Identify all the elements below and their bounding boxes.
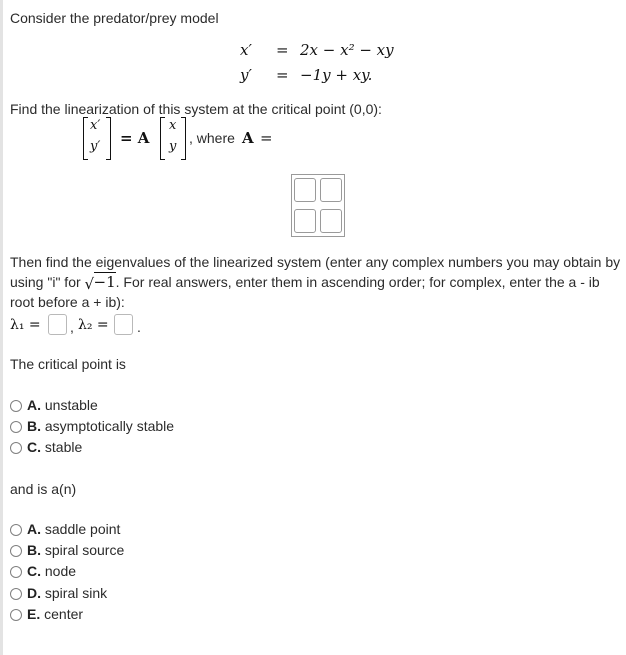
lambda1-label: λ₁ = xyxy=(10,317,41,333)
option-letter: A. xyxy=(27,521,41,537)
right-vector-bracket-close xyxy=(181,117,186,160)
option-letter: B. xyxy=(27,418,41,434)
option-label: node xyxy=(41,563,77,579)
option-saddle-point[interactable] xyxy=(27,520,120,538)
radio-asymptotically-stable[interactable] xyxy=(10,421,22,433)
option-unstable[interactable] xyxy=(27,396,98,414)
equals-A: = A xyxy=(120,129,150,147)
option-label: stable xyxy=(41,439,83,455)
option-center[interactable] xyxy=(27,605,83,623)
type-prompt: and is a(n) xyxy=(10,481,77,497)
radio-spiral-source[interactable] xyxy=(10,545,22,557)
rhs-1: 2x − x² − xy xyxy=(300,41,394,59)
where-text: , where xyxy=(189,130,235,146)
left-border xyxy=(0,0,3,655)
option-letter: C. xyxy=(27,563,41,579)
intro-text: Consider the predator/prey model xyxy=(10,10,219,26)
vector-x: x xyxy=(169,118,177,133)
option-label: unstable xyxy=(41,397,98,413)
option-node[interactable] xyxy=(27,562,76,580)
matrix-a21-input[interactable] xyxy=(294,209,316,233)
option-letter: E. xyxy=(27,606,41,622)
option-label: center xyxy=(40,606,84,622)
eigen-prompt-line2 xyxy=(10,272,600,292)
A-equals: = xyxy=(260,129,273,147)
option-letter: B. xyxy=(27,542,41,558)
linearization-prompt: Find the linearization of this system at the critical point (0,0): xyxy=(10,101,382,117)
radio-center[interactable] xyxy=(10,609,22,621)
radio-stable[interactable] xyxy=(10,442,22,454)
lambda2-input[interactable] xyxy=(114,314,133,335)
radio-unstable[interactable] xyxy=(10,400,22,412)
vector-x-prime: x′ xyxy=(90,118,101,133)
matrix-a11-input[interactable] xyxy=(294,178,316,202)
lambda2-label: λ₂ = xyxy=(78,317,109,333)
sqrt-sign: √ xyxy=(84,275,95,293)
vector-y-prime: y′ xyxy=(90,139,101,154)
critical-prompt: The critical point is xyxy=(10,356,126,372)
rhs-2: −1y + xy. xyxy=(300,66,373,84)
radio-spiral-sink[interactable] xyxy=(10,588,22,600)
option-letter: D. xyxy=(27,585,41,601)
left-vector-bracket-open xyxy=(83,117,88,160)
matrix-a22-input[interactable] xyxy=(320,209,342,233)
lambda-separator: , xyxy=(70,319,74,335)
option-label: spiral source xyxy=(41,542,125,558)
A-label: A xyxy=(242,129,254,147)
option-spiral-source[interactable] xyxy=(27,541,124,559)
option-label: spiral sink xyxy=(41,585,108,601)
matrix-a12-input[interactable] xyxy=(320,178,342,202)
lhs-y-prime: y′ xyxy=(240,66,252,84)
eq-sign-2: = xyxy=(276,66,289,84)
left-vector-bracket-close xyxy=(106,117,111,160)
option-label: saddle point xyxy=(41,521,121,537)
vector-y: y xyxy=(169,139,177,154)
matrix-A-input xyxy=(291,174,345,237)
radio-node[interactable] xyxy=(10,566,22,578)
sqrt-radicand: −1 xyxy=(93,273,116,291)
lambda-end-dot: . xyxy=(137,319,141,335)
radio-saddle-point[interactable] xyxy=(10,524,22,536)
eigen-prompt-line1: Then find the eigenvalues of the linearized system (enter any complex numbers you may obtain by xyxy=(10,254,621,270)
option-asymptotically-stable[interactable] xyxy=(27,417,174,435)
eigen-prompt-line3: root before a + ib): xyxy=(10,294,125,310)
right-vector-bracket-open xyxy=(160,117,165,160)
option-stable[interactable] xyxy=(27,438,82,456)
lambda1-input[interactable] xyxy=(48,314,67,335)
option-letter: C. xyxy=(27,439,41,455)
option-letter: A. xyxy=(27,397,41,413)
sqrt-minus-one xyxy=(85,273,116,291)
option-spiral-sink[interactable] xyxy=(27,584,107,602)
eigen-prompt-line2b: . For real answers, enter them in ascending order; for complex, enter the a - ib xyxy=(115,274,600,290)
eigen-prompt-line2a: using "i" for xyxy=(10,274,85,290)
lhs-x-prime: x′ xyxy=(240,41,252,59)
eq-sign-1: = xyxy=(276,41,289,59)
option-label: asymptotically stable xyxy=(41,418,175,434)
